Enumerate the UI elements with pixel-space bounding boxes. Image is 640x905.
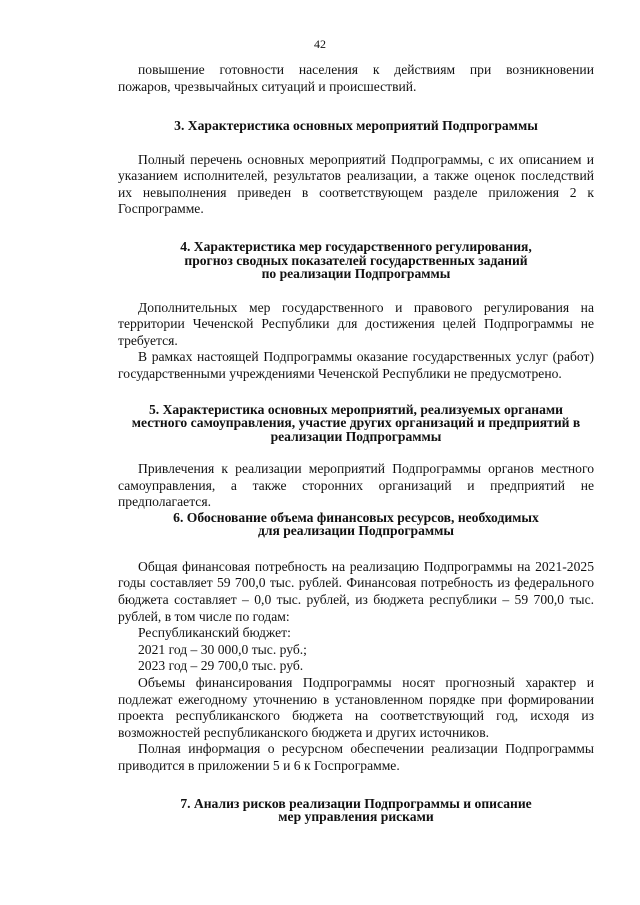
section-6-title-line-2: для реализации Подпрограммы [257, 523, 455, 539]
intro-line-1: повышение готовности населения к действиям при возникновении [138, 62, 594, 77]
section-7-title [118, 797, 594, 824]
section-4-paragraph-2: В рамках настоящей Подпрограммы оказание государственных услуг (работ) государственными учреждениями Чеченской Республики не предусмотрено. [118, 349, 594, 381]
page-number: 42 [314, 37, 326, 51]
section-3-paragraph-1: Полный перечень основных мероприятий Подпрограммы, с их описанием и указанием исполнителей, результатов реализации, а также оценок последствий их невыполнения приведен в соответствующем разделе приложения 2 к Госпрограмме. [118, 151, 594, 217]
section-6-title-line-1: 6. Обоснование объема финансовых ресурсов, необходимых [173, 509, 539, 525]
section-5-title [118, 403, 594, 444]
section-4-title-line-1: 4. Характеристика мер государственного регулирования, [180, 239, 532, 255]
section-6-year-2021: 2021 год – 30 000,0 тыс. руб.; [138, 641, 307, 657]
section-5-title-line-1: 5. Характеристика основных мероприятий, реализуемых органами [148, 401, 563, 417]
section-6-year-2023: 2023 год – 29 700,0 тыс. руб. [138, 658, 304, 674]
section-6-paragraph-1: Общая финансовая потребность на реализацию Подпрограммы на 2021-2025 годы составляет 59 700,0 тыс. рублей. Финансовая потребность из федерального бюджета составляет – 0,0 тыс. рублей, из бюджета республики – 59 700,0 тыс. рублей, в том числе по годам: [118, 558, 594, 624]
section-4-paragraph-1: Дополнительных мер государственного и правового регулирования на территории Чеченской Республики для достижения целей Подпрограммы не требуется. [118, 299, 594, 348]
section-4-title [118, 240, 594, 281]
intro-line-2: пожаров, чрезвычайных ситуаций и происшествий. [118, 78, 417, 94]
section-3-title-line-1: 3. Характеристика основных мероприятий Подпрограммы [174, 118, 538, 134]
section-7-title-line-1: 7. Анализ рисков реализации Подпрограммы и описание [180, 795, 532, 811]
section-4-title-line-3: по реализации Подпрограммы [261, 266, 451, 282]
section-6-budget-label: Республиканский бюджет: [138, 625, 291, 641]
page-content [118, 62, 594, 824]
section-5-title-line-3: реализации Подпрограммы [270, 428, 442, 444]
section-6-paragraph-3: Полная информация о ресурсном обеспечении реализации Подпрограммы приводится в приложении 5 и 6 к Госпрограмме. [118, 741, 594, 773]
section-6-paragraph-2: Объемы финансирования Подпрограммы носят прогнозный характер и подлежат ежегодному уточнению в установленном порядке при формировании проекта республиканского бюджета на соответствующий год, исходя из возможностей республиканского бюджета и других источников. [118, 674, 594, 740]
section-5-paragraph-1: Привлечения к реализации мероприятий Подпрограммы органов местного самоуправления, а также сторонних организаций и предприятий не предполагается. [118, 461, 594, 510]
section-6-title [118, 511, 594, 538]
section-4-title-line-2: прогноз сводных показателей государственных заданий [184, 252, 528, 268]
section-7-title-line-2: мер управления рисками [278, 809, 434, 825]
intro-paragraph [118, 62, 594, 95]
section-5-title-line-2: местного самоуправления, участие других организаций и предприятий в [131, 415, 581, 431]
section-3-title [118, 119, 594, 133]
